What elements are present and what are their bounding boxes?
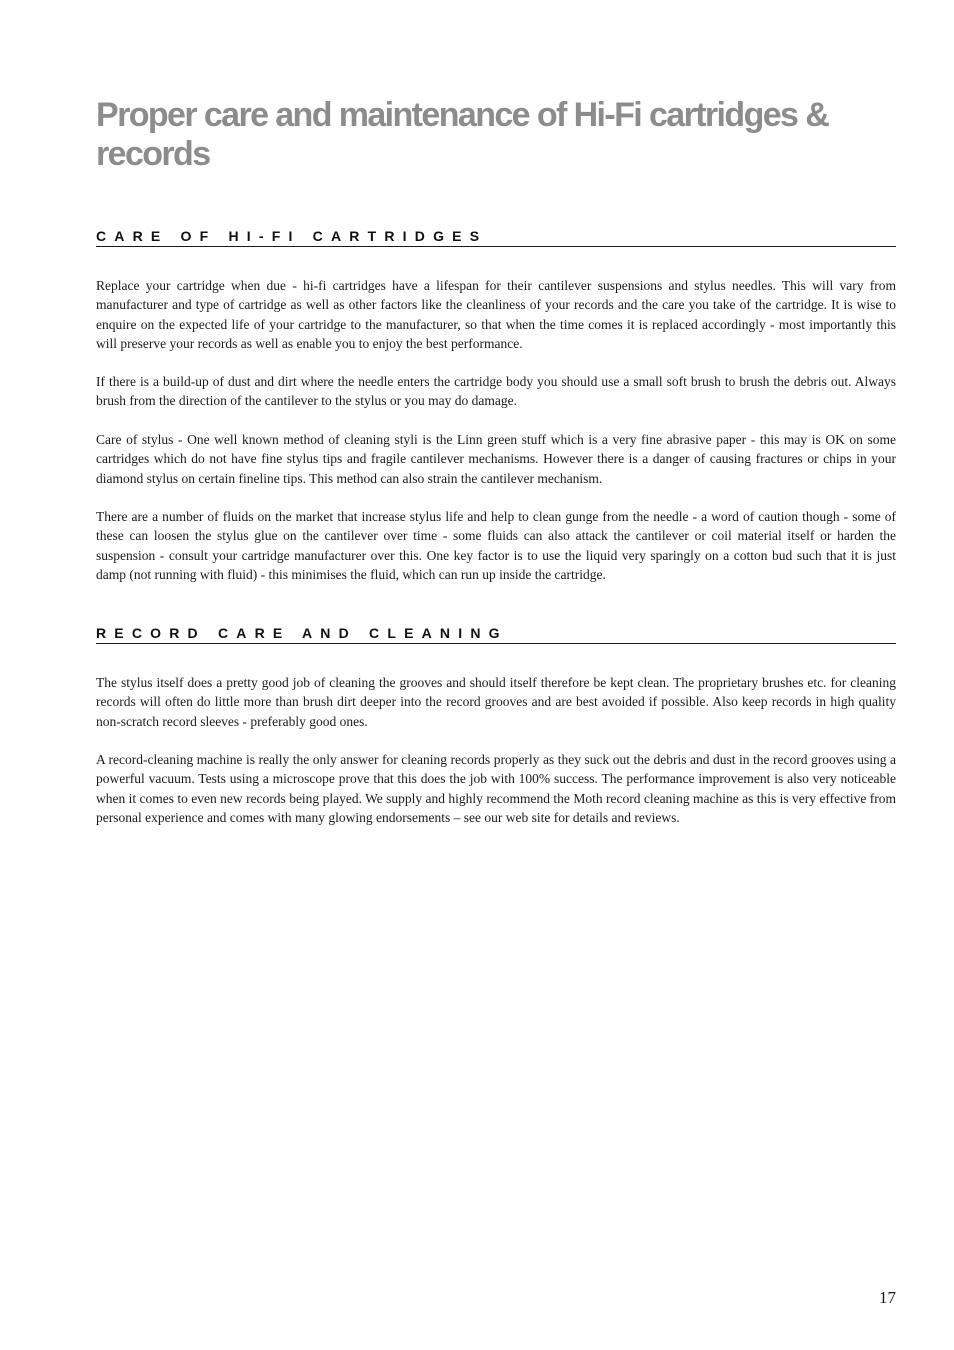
paragraph-cartridge-brushing: If there is a build-up of dust and dirt where the needle enters the cartridge body you should use a small soft brush to brush the debris out. Always brush from the direction of the cantilever to the stylus or you may do damage.	[96, 374, 896, 409]
section-heading-records: RECORD CARE AND CLEANING	[96, 625, 896, 644]
paragraph-cartridge-replacement: Replace your cartridge when due - hi-fi cartridges have a lifespan for their cantilever suspensions and stylus needles. This will vary from manufacturer and type of cartridge as well as other factors like the cleanliness of your records and the care you take of the cartridge. It is wise to enquire on the expected life of your cartridge to the manufacturer, so that when the time comes it is replaced accordingly - most importantly this will preserve your records as well as enable you to enjoy the best performance.	[96, 278, 896, 351]
paragraph-record-cleaning-machine: A record-cleaning machine is really the only answer for cleaning records properly as they suck out the debris and dust in the record grooves using a powerful vacuum. Tests using a microscope prove that this does the job with 100% success. The performance improvement is also very noticeable when it comes to even new records being played. We supply and highly recommend the Moth record cleaning machine as this is very effective from personal experience and comes with many glowing endorsements – see our web site for details and reviews.	[96, 752, 896, 825]
page-number: 17	[879, 1288, 896, 1307]
page-title: Proper care and maintenance of Hi-Fi cartridges & records	[96, 96, 829, 173]
paragraph-record-grooves: The stylus itself does a pretty good job of cleaning the grooves and should itself therefore be kept clean. The proprietary brushes etc. for cleaning records will often do little more than brush dirt deeper into the record grooves and are best avoided if possible. Also keep records in high quality non-scratch record sleeves - preferably good ones.	[96, 675, 896, 729]
paragraph-stylus-care: Care of stylus - One well known method of cleaning styli is the Linn green stuff which is a very fine abrasive paper - this may is OK on some cartridges which do not have fine stylus tips and fragile cantilever mechanisms. However there is a danger of causing fractures or chips in your diamond stylus on certain fineline tips. This method can also strain the cantilever mechanism.	[96, 432, 896, 486]
paragraph-stylus-fluids: There are a number of fluids on the market that increase stylus life and help to clean gunge from the needle - a word of caution though - some of these can loosen the stylus glue on the cantilever over time - some fluids can also attack the cantilever or coil material itself or harden the suspension - consult your cartridge manufacturer over this. One key factor is to use the liquid very sparingly on a cotton bud such that it is just damp (not running with fluid) - this minimises the fluid, which can run up inside the cartridge.	[96, 509, 896, 582]
section-heading-cartridges: CARE OF HI-FI CARTRIDGES	[96, 228, 896, 247]
